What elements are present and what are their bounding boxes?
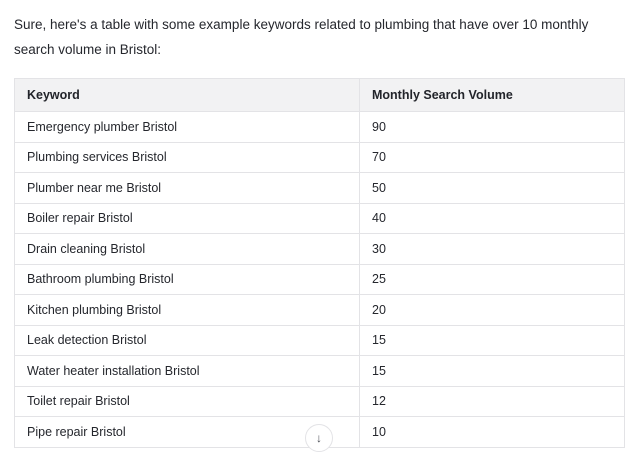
cell-keyword: Kitchen plumbing Bristol	[15, 295, 360, 326]
table-row	[15, 386, 625, 417]
cell-volume: 40	[360, 203, 625, 234]
cell-volume: 15	[360, 325, 625, 356]
cell-keyword: Plumber near me Bristol	[15, 173, 360, 204]
cell-volume: 30	[360, 234, 625, 265]
table-row	[15, 112, 625, 143]
cell-keyword: Boiler repair Bristol	[15, 203, 360, 234]
table-row	[15, 356, 625, 387]
intro-paragraph: Sure, here's a table with some example keywords related to plumbing that have over 10 monthly search volume in Bristol:	[14, 17, 589, 57]
table-row	[15, 173, 625, 204]
table-row	[15, 417, 625, 448]
table-row	[15, 295, 625, 326]
table-row	[15, 325, 625, 356]
table-header-row	[15, 79, 625, 112]
cell-keyword: Plumbing services Bristol	[15, 142, 360, 173]
cell-keyword: Toilet repair Bristol	[15, 386, 360, 417]
cell-keyword: Bathroom plumbing Bristol	[15, 264, 360, 295]
table-body	[15, 112, 625, 448]
arrow-down-icon[interactable]: ↓	[305, 424, 333, 452]
cell-keyword: Water heater installation Bristol	[15, 356, 360, 387]
cell-volume: 20	[360, 295, 625, 326]
table-header	[15, 79, 625, 112]
cell-volume: 10	[360, 417, 625, 448]
column-header-keyword: Keyword	[15, 79, 360, 112]
cell-keyword: Pipe repair Bristol	[15, 417, 360, 448]
cell-volume: 90	[360, 112, 625, 143]
cell-volume: 12	[360, 386, 625, 417]
cell-volume: 70	[360, 142, 625, 173]
cell-volume: 50	[360, 173, 625, 204]
table-row	[15, 203, 625, 234]
cell-volume: 25	[360, 264, 625, 295]
table-row	[15, 142, 625, 173]
cell-keyword: Leak detection Bristol	[15, 325, 360, 356]
column-header-volume: Monthly Search Volume	[360, 79, 625, 112]
table-row	[15, 234, 625, 265]
cell-keyword: Emergency plumber Bristol	[15, 112, 360, 143]
cell-volume: 15	[360, 356, 625, 387]
cell-keyword: Drain cleaning Bristol	[15, 234, 360, 265]
keyword-volume-table	[14, 78, 625, 448]
table-row	[15, 264, 625, 295]
